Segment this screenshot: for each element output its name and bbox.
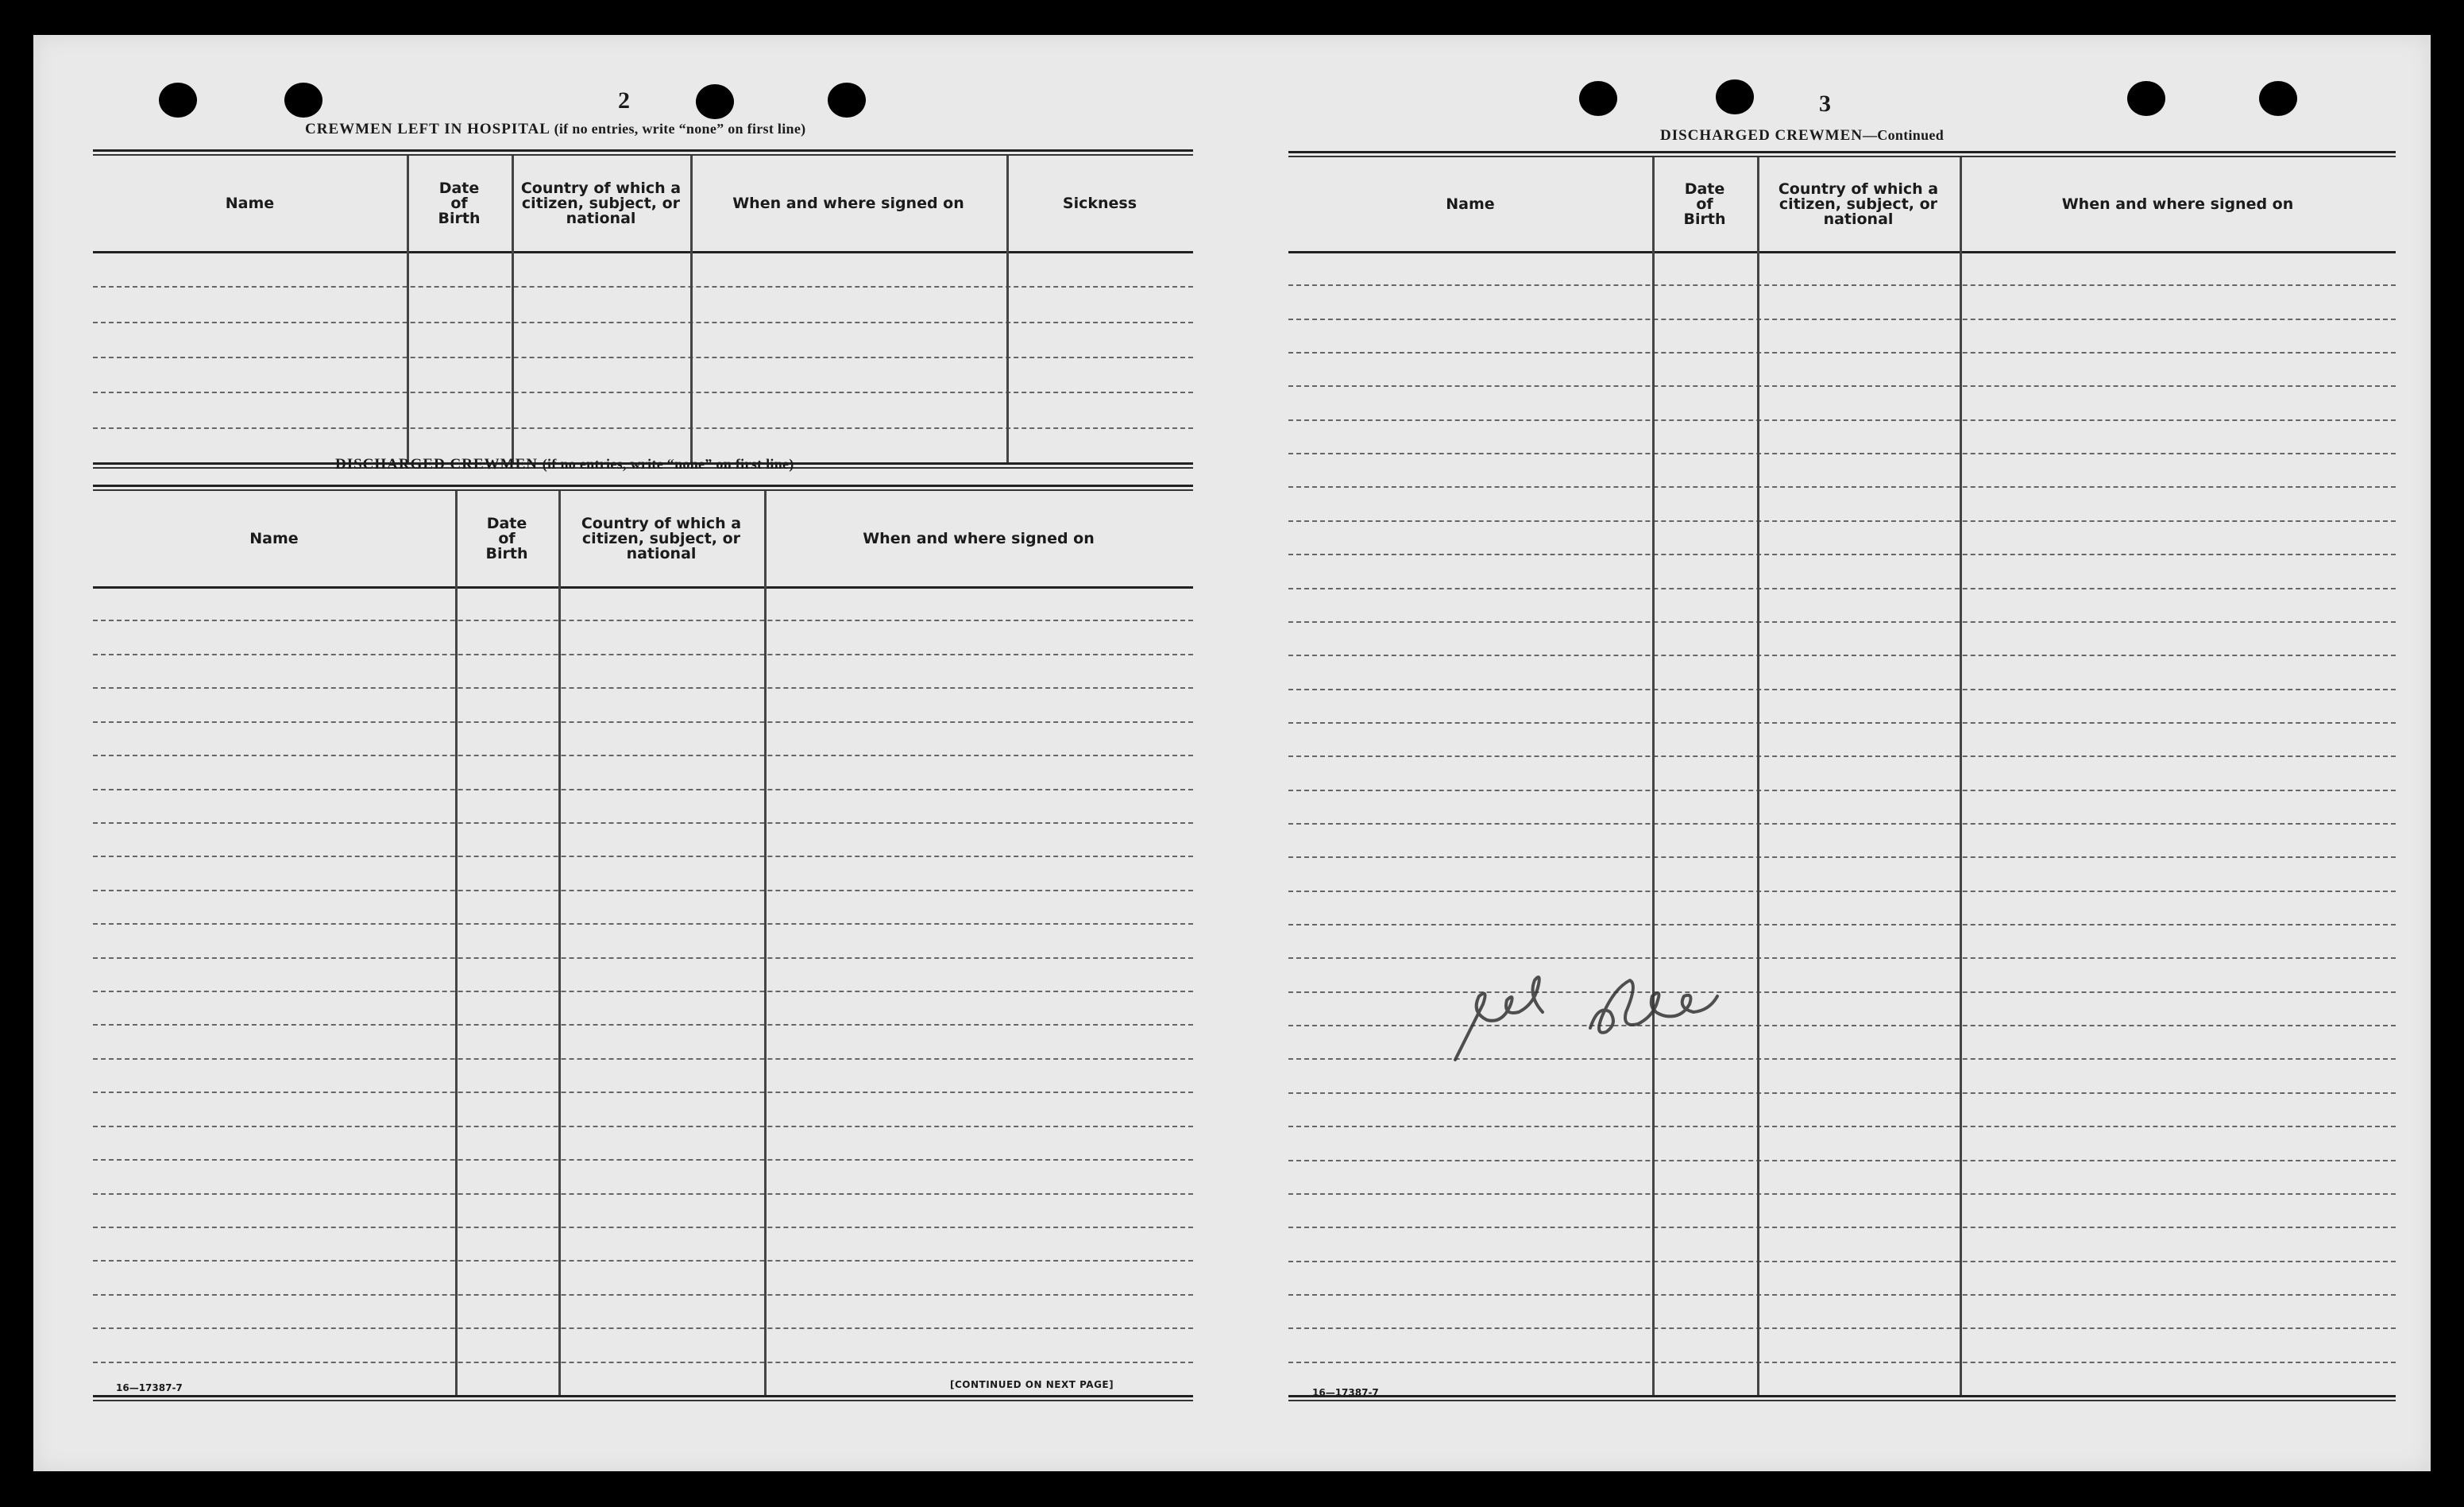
table-row <box>93 1159 1193 1161</box>
table-row <box>1288 1160 2396 1161</box>
column-header: When and where signed on <box>2061 195 2294 213</box>
hospital-table <box>93 149 1193 464</box>
table-bottom-rule <box>1288 1400 2396 1401</box>
table-row <box>93 1362 1193 1363</box>
table-row <box>1288 790 2396 791</box>
table-row <box>93 923 1193 925</box>
table-row <box>1288 689 2396 690</box>
table-row <box>93 957 1193 959</box>
table-top-rule <box>1288 151 2396 153</box>
column-divider <box>455 491 458 1395</box>
binder-hole <box>159 83 197 118</box>
table-row <box>1288 1362 2396 1363</box>
table-row <box>93 890 1193 891</box>
column-header: Sickness <box>1062 194 1137 212</box>
table-row <box>93 322 1193 323</box>
column-divider <box>558 491 561 1395</box>
page-number-right: 3 <box>1819 91 1831 117</box>
table-row <box>93 1126 1193 1127</box>
column-header: When and where signed on <box>732 194 964 212</box>
table-row <box>1288 891 2396 892</box>
table-row <box>1288 453 2396 454</box>
table-row <box>93 1193 1193 1195</box>
table-row <box>93 1260 1193 1262</box>
hospital-title-text: CREWMEN LEFT IN HOSPITAL <box>305 121 550 137</box>
form-number-left: 16—17387-7 <box>116 1382 183 1393</box>
table-row <box>93 721 1193 723</box>
hospital-instruction: (if no entries, write “none” on first line) <box>554 121 806 137</box>
column-divider <box>1960 157 1962 1395</box>
table-row <box>1288 1261 2396 1262</box>
column-header: Name <box>225 194 275 212</box>
table-row <box>1288 1327 2396 1329</box>
discharged-continued-title <box>1660 127 1944 145</box>
table-row <box>1288 1126 2396 1127</box>
continued-title-text: DISCHARGED CREWMEN <box>1660 127 1863 144</box>
table-row <box>1288 1092 2396 1094</box>
column-header: Name <box>1446 195 1495 213</box>
table-row <box>93 856 1193 857</box>
table-row <box>93 822 1193 824</box>
table-row <box>1288 352 2396 354</box>
table-row <box>1288 1227 2396 1228</box>
table-row <box>1288 486 2396 488</box>
table-row <box>1288 319 2396 320</box>
header-rule <box>93 586 1193 589</box>
hospital-section-title <box>305 121 805 138</box>
column-divider <box>1652 157 1655 1395</box>
table-row <box>1288 1294 2396 1296</box>
table-row <box>1288 621 2396 623</box>
table-row <box>1288 419 2396 421</box>
table-row <box>1288 924 2396 925</box>
column-header: Name <box>249 529 299 547</box>
table-row <box>1288 520 2396 522</box>
column-header: Date of Birth <box>1683 180 1726 228</box>
binder-hole <box>1579 81 1617 116</box>
column-header: Country of which a citizen, subject, or national <box>520 179 682 227</box>
column-divider <box>764 491 767 1395</box>
column-header: Country of which a citizen, subject, or national <box>1778 180 1939 228</box>
table-row <box>93 357 1193 358</box>
column-header: Country of which a citizen, subject, or national <box>581 514 742 562</box>
table-row <box>93 1395 1193 1397</box>
table-row <box>93 1058 1193 1060</box>
table-row <box>1288 655 2396 656</box>
discharged-instruction: (if no entries, write “none” on first line) <box>542 456 794 472</box>
table-bottom-rule <box>93 1400 1193 1401</box>
table-row <box>1288 823 2396 825</box>
column-header: Date of Birth <box>438 179 481 227</box>
binder-hole <box>696 84 734 119</box>
table-row <box>1288 722 2396 724</box>
table-row <box>1288 1193 2396 1195</box>
table-row <box>93 755 1193 756</box>
document-sheet <box>33 35 2431 1471</box>
binder-hole <box>1716 79 1754 114</box>
column-divider <box>1757 157 1759 1395</box>
table-row <box>93 392 1193 393</box>
table-row <box>93 427 1193 429</box>
table-top-rule <box>93 485 1193 487</box>
table-row <box>93 789 1193 790</box>
handwritten-signature <box>1439 956 1757 1076</box>
discharged-title-text: DISCHARGED CREWMEN <box>335 456 538 473</box>
table-row <box>93 1294 1193 1296</box>
table-row <box>1288 588 2396 589</box>
table-row <box>93 1092 1193 1093</box>
table-row <box>93 620 1193 621</box>
table-row <box>1288 755 2396 757</box>
binder-hole <box>2127 81 2165 116</box>
table-top-rule <box>93 149 1193 152</box>
continued-title-suffix: —Continued <box>1863 127 1945 143</box>
discharged-continued-table <box>1288 151 2396 1406</box>
table-row <box>93 1024 1193 1026</box>
table-row <box>1288 856 2396 858</box>
table-row <box>93 991 1193 992</box>
binder-hole <box>2259 81 2297 116</box>
column-header: Date of Birth <box>485 514 528 562</box>
table-row <box>1288 385 2396 387</box>
table-row <box>1288 1395 2396 1397</box>
form-number-right: 16—17387-7 <box>1312 1387 1379 1398</box>
discharged-section-title <box>335 456 794 473</box>
page-number-left: 2 <box>618 87 630 114</box>
table-row <box>93 286 1193 288</box>
table-row <box>93 1327 1193 1329</box>
binder-hole <box>828 83 866 118</box>
table-row <box>93 1227 1193 1228</box>
table-row <box>93 654 1193 655</box>
continued-note: [CONTINUED ON NEXT PAGE] <box>950 1379 1114 1390</box>
binder-hole <box>284 83 322 118</box>
column-header: When and where signed on <box>863 529 1095 547</box>
header-rule <box>93 251 1193 253</box>
table-row <box>1288 284 2396 286</box>
discharged-table <box>93 485 1193 1401</box>
table-row <box>1288 554 2396 555</box>
header-rule <box>1288 251 2396 253</box>
table-row <box>93 687 1193 689</box>
